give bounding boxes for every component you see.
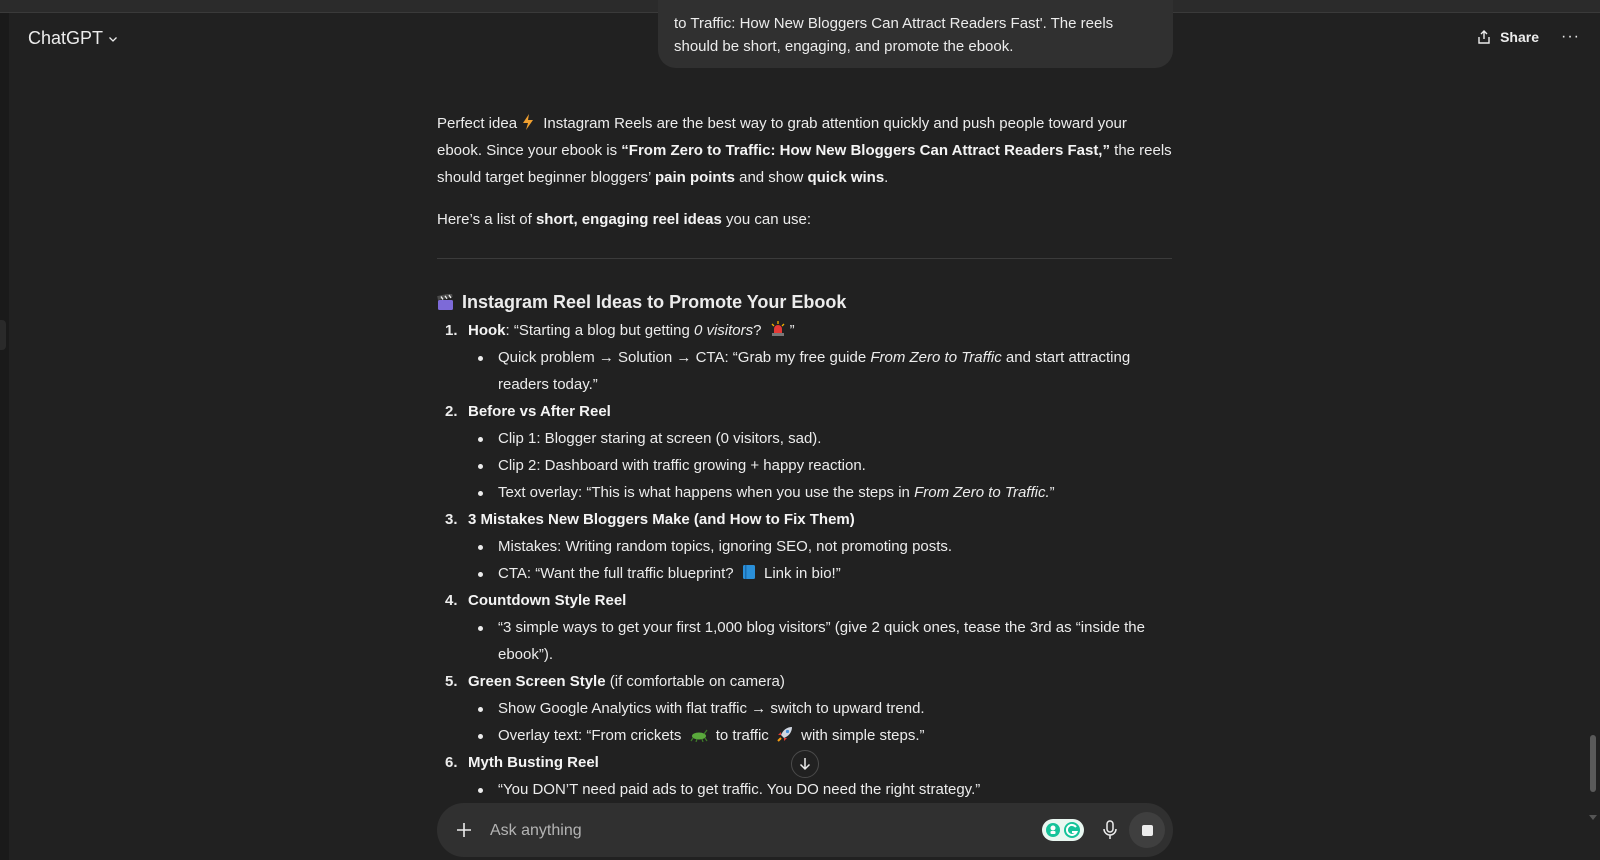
scrollbar-down-arrow[interactable] <box>1589 815 1597 820</box>
bullet-text: to traffic <box>711 727 773 744</box>
stop-generating-button[interactable] <box>1129 812 1165 848</box>
model-selector[interactable] <box>28 28 118 49</box>
assistant-response <box>437 110 1172 803</box>
sub-list-item <box>437 479 1172 506</box>
sub-list <box>468 425 1172 506</box>
share-label: Share <box>1500 29 1540 45</box>
header-actions <box>1476 28 1580 46</box>
item-title: Myth Busting Reel <box>468 754 599 771</box>
bullet-text: Text overlay: “This is what happens when you use the steps in <box>498 484 915 501</box>
microphone-icon[interactable] <box>1101 819 1119 841</box>
emphasis-text: pain points <box>654 169 735 186</box>
sub-list-item <box>437 776 1172 803</box>
chat-composer <box>437 803 1173 857</box>
chevron-down-icon <box>108 34 118 44</box>
item-text: (if comfortable on camera) <box>605 673 785 690</box>
sub-list-item <box>437 722 1172 749</box>
item-italic: 0 visitors <box>693 322 754 339</box>
sub-list-item <box>437 533 1172 560</box>
bullet-text: ” <box>1049 484 1055 501</box>
sub-list <box>468 533 1172 587</box>
sub-list <box>468 776 1172 803</box>
rocket-icon <box>777 726 793 742</box>
user-message-text: to Traffic: How New Bloggers Can Attract Readers Fast'. The reels should be short, engaging, and promote the ebook. <box>674 15 1114 55</box>
item-text: ? <box>753 322 766 339</box>
lightning-icon <box>521 114 535 130</box>
list-item <box>437 398 1172 506</box>
reel-ideas-list <box>437 317 1172 803</box>
list-item <box>437 506 1172 587</box>
list-intro-text: you can use: <box>721 211 812 228</box>
list-intro-text: Here’s a list of <box>437 211 536 228</box>
prompt-input[interactable] <box>488 819 972 843</box>
intro-text: Instagram Reels are the best way to grab attention quickly and push people toward your ebook. Since your ebook is <box>437 115 1127 159</box>
bullet-text: with simple steps.” <box>796 727 925 744</box>
share-icon <box>1476 29 1492 45</box>
sub-list-item <box>437 695 1172 722</box>
emphasis-text: quick wins <box>807 169 885 186</box>
sub-list-item <box>437 344 1172 398</box>
cricket-icon <box>690 728 708 742</box>
sub-list <box>468 344 1172 398</box>
bullet-text: Overlay text: “From crickets <box>498 727 686 744</box>
ebook-title: “From Zero to Traffic: How New Bloggers Can Attract Readers Fast,” <box>621 142 1110 159</box>
item-number: 2. <box>445 403 458 420</box>
bullet-text: Link in bio!” <box>759 565 841 582</box>
sidebar-edge <box>0 13 9 860</box>
sub-list-item <box>437 560 1172 587</box>
share-button[interactable] <box>1476 29 1539 45</box>
item-text: ” <box>789 322 795 339</box>
item-number: 3. <box>445 511 458 528</box>
intro-text: . <box>884 169 889 186</box>
list-item <box>437 317 1172 398</box>
stop-icon <box>1142 825 1153 836</box>
item-title: Green Screen Style <box>468 673 606 690</box>
section-heading <box>437 287 1172 317</box>
plus-icon[interactable] <box>454 820 474 840</box>
intro-text: Perfect idea <box>437 115 518 132</box>
bullet-text: and start attracting readers today.” <box>498 349 1131 393</box>
list-intro-paragraph <box>437 206 1172 233</box>
bullet-italic: From Zero to Traffic. <box>914 484 1050 501</box>
sub-list <box>468 614 1172 668</box>
divider <box>437 258 1172 259</box>
bullet-text: Mistakes: Writing random topics, ignoring SEO, not promoting posts. <box>498 538 953 555</box>
emphasis-text: short, engaging reel ideas <box>535 211 722 228</box>
grammarly-extension[interactable] <box>1042 819 1084 841</box>
bullet-text: Clip 2: Dashboard with traffic growing + happy reaction. <box>498 457 866 474</box>
sidebar-toggle-handle[interactable] <box>0 320 6 350</box>
clapper-board-icon <box>437 294 454 311</box>
intro-paragraph <box>437 110 1172 191</box>
bullet-text: Show Google Analytics with flat traffic → switch to upward trend. <box>498 700 925 717</box>
scrollbar-thumb[interactable] <box>1590 735 1596 792</box>
bullet-text: Quick problem → Solution → CTA: “Grab my free guide <box>498 349 871 366</box>
bullet-text: “3 simple ways to get your first 1,000 blog visitors” (give 2 quick ones, tease the 3rd as “inside the ebook”). <box>498 619 1145 663</box>
siren-icon <box>770 321 786 337</box>
intro-text: and show <box>734 169 808 186</box>
item-number: 5. <box>445 673 458 690</box>
list-item <box>437 668 1172 749</box>
bullet-text: “You DON’T need paid ads to get traffic. You DO need the right strategy.” <box>498 781 981 798</box>
blue-book-icon <box>742 564 756 580</box>
user-message-bubble <box>658 0 1173 68</box>
app-title: ChatGPT <box>28 28 104 48</box>
sub-list-item <box>437 452 1172 479</box>
heading-text: Instagram Reel Ideas to Promote Your Ebook <box>462 292 847 312</box>
item-title: 3 Mistakes New Bloggers Make (and How to Fix Them) <box>468 511 855 528</box>
item-title: Countdown Style Reel <box>468 592 627 609</box>
item-title: Before vs After Reel <box>468 403 611 420</box>
sub-list <box>468 695 1172 749</box>
item-number: 4. <box>445 592 458 609</box>
more-options-button[interactable]: ··· <box>1561 28 1580 45</box>
item-number: 1. <box>445 322 458 339</box>
intro-text: the reels should target beginner bloggers’ <box>437 142 1172 186</box>
sub-list-item <box>437 614 1172 668</box>
bullet-italic: From Zero to Traffic <box>870 349 1002 366</box>
item-number: 6. <box>445 754 458 771</box>
item-text: : “Starting a blog but getting <box>505 322 694 339</box>
list-item <box>437 587 1172 668</box>
grammarly-icon <box>1042 819 1084 841</box>
item-title: Hook <box>468 322 506 339</box>
sub-list-item <box>437 425 1172 452</box>
bullet-text: CTA: “Want the full traffic blueprint? <box>498 565 738 582</box>
arrow-down-icon <box>798 757 812 771</box>
bullet-text: Clip 1: Blogger staring at screen (0 visitors, sad). <box>498 430 822 447</box>
scroll-to-bottom-button[interactable] <box>791 750 819 778</box>
